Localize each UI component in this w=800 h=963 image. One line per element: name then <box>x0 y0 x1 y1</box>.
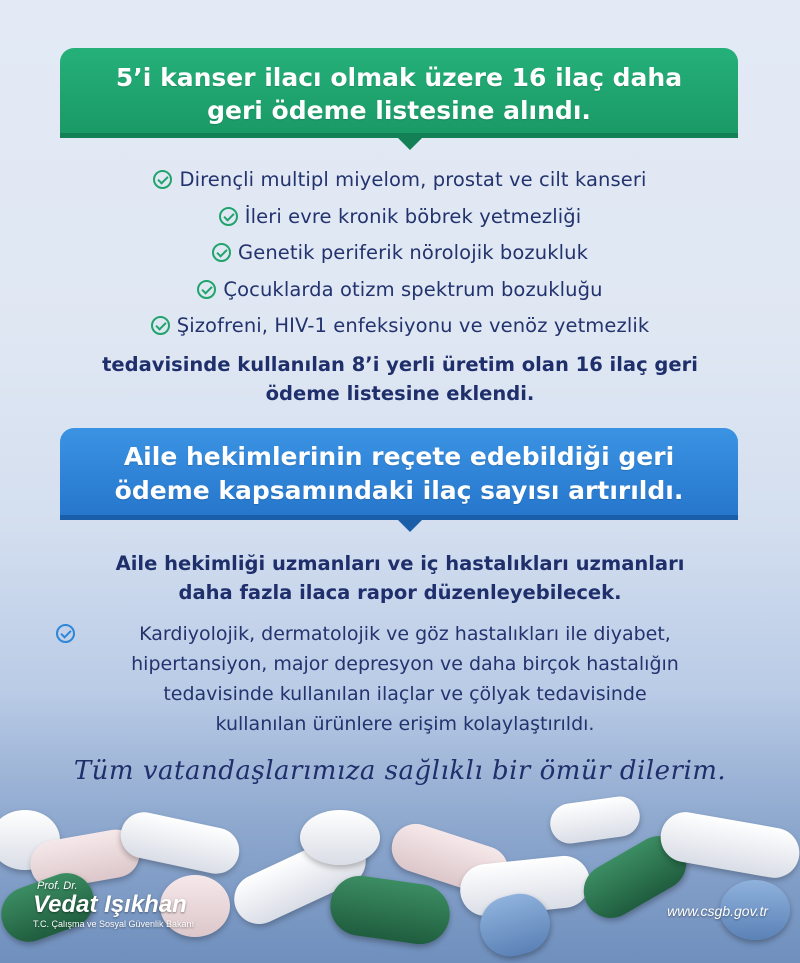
pill-image <box>117 808 244 878</box>
check-circle-icon <box>219 207 238 226</box>
access-note-line-4: kullanılan ürünlere erişim kolaylaştırıldı. <box>215 713 595 735</box>
header-banner <box>60 48 738 138</box>
header-line-2: geri ödeme listesine alındı. <box>207 96 591 125</box>
list-item <box>0 309 800 346</box>
list-item-label: Çocuklarda otizm spektrum bozukluğu <box>223 277 603 301</box>
check-circle-icon <box>212 243 231 262</box>
access-note-line-2: hipertansiyon, major depresyon ve daha birçok hastalığın <box>131 653 679 675</box>
list-item <box>0 236 800 273</box>
list-item <box>0 273 800 310</box>
signature-role: T.C. Çalışma ve Sosyal Güvenlik Bakanı <box>33 919 195 929</box>
section-banner-pointer <box>398 520 422 532</box>
specialists-line-1: Aile hekimliği uzmanları ve iç hastalıkları uzmanları <box>115 552 685 575</box>
summary-line-2: ödeme listesine eklendi. <box>265 382 535 405</box>
list-item-label: İleri evre kronik böbrek yetmezliği <box>244 204 582 228</box>
check-circle-icon <box>151 316 170 335</box>
list-item-label: Genetik periferik nörolojik bozukluk <box>238 241 588 264</box>
list-item-label: Dirençli multipl miyelom, prostat ve cilt kanseri <box>179 168 647 191</box>
pill-image <box>548 794 643 846</box>
specialists-text <box>0 549 800 607</box>
summary-text <box>0 350 800 408</box>
section-banner <box>60 428 738 520</box>
header-banner-pointer <box>398 138 422 150</box>
access-note-line-1: Kardiyolojik, dermatolojik ve göz hastalıkları ile diyabet, <box>139 623 671 645</box>
signature-name: Vedat Işıkhan <box>33 891 187 918</box>
website-link[interactable]: www.csgb.gov.tr <box>667 903 768 919</box>
summary-line-1: tedavisinde kullanılan 8’i yerli üretim olan 16 ilaç geri <box>102 353 698 376</box>
access-note <box>60 619 750 739</box>
access-note-line-3: tedavisinde kullanılan ilaçlar ve çölyak tedavisinde <box>163 683 647 705</box>
check-circle-icon <box>197 280 216 299</box>
condition-list <box>0 163 800 346</box>
list-item-label: Şizofreni, HIV-1 enfeksiyonu ve venöz yetmezlik <box>176 314 650 337</box>
header-line-1: 5’i kanser ilacı olmak üzere 16 ilaç daha <box>115 63 683 92</box>
closing-message: Tüm vatandaşlarımıza sağlıklı bir ömür dilerim. <box>73 756 727 786</box>
section-banner-line-2: ödeme kapsamındaki ilaç sayısı artırıldı. <box>114 476 684 505</box>
signature-title: Prof. Dr. <box>37 880 78 892</box>
pills-photo <box>0 780 800 963</box>
specialists-line-2: daha fazla ilaca rapor düzenleyebilecek. <box>178 581 622 604</box>
signature <box>33 880 263 929</box>
section-banner-line-1: Aile hekimlerinin reçete edebildiği geri <box>123 442 675 471</box>
pill-image <box>300 810 380 865</box>
list-item <box>0 163 800 200</box>
check-circle-icon <box>153 170 172 189</box>
pill-image <box>326 872 453 948</box>
check-circle-icon <box>56 624 75 643</box>
list-item <box>0 200 800 237</box>
